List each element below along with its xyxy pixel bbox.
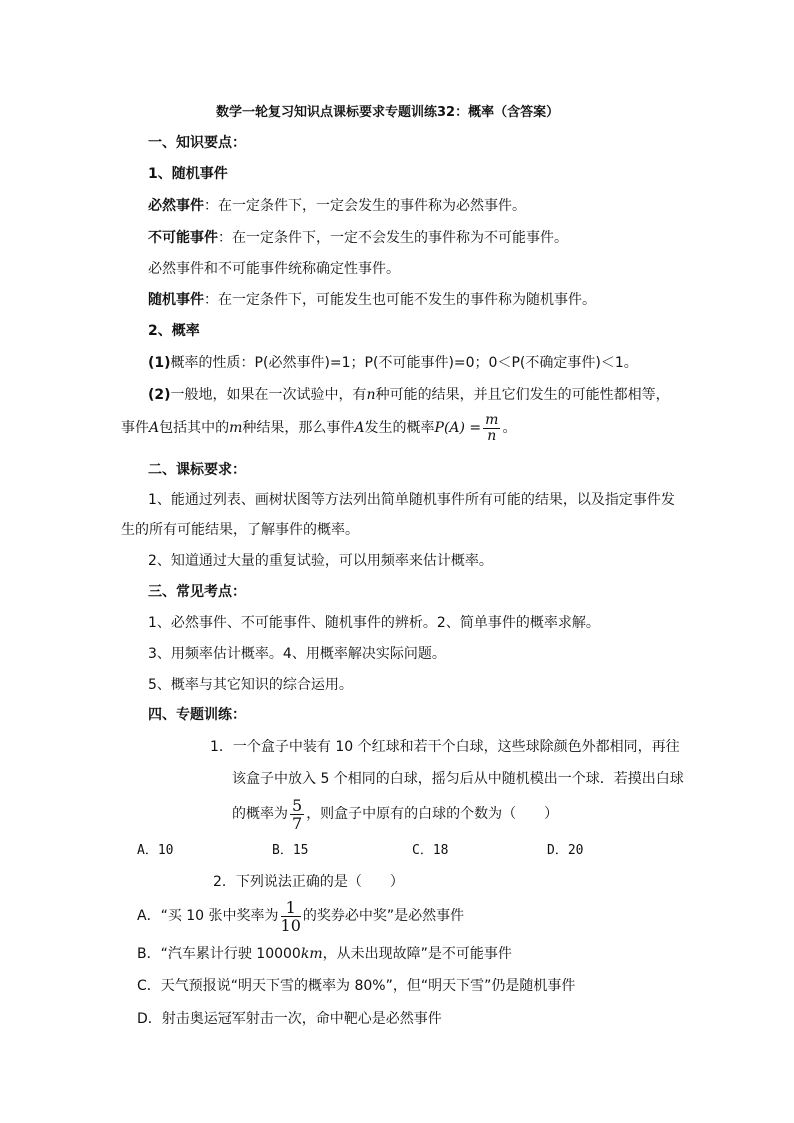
q1-option-c: C．18 [412,843,449,858]
q2-option-d: D．射击奥运冠军射击一次，命中靶心是必然事件 [137,1011,442,1027]
probability-definition-line1 [148,386,670,404]
definition-text: 种可能的结果，并且它们发生的可能性都相等， [375,387,670,403]
question1-line2: 该盒子中放入 5 个相同的白球，摇匀后从中随机模出一个球．若摸出白球 [232,771,684,787]
fraction-5-over-7 [290,797,304,832]
definition-text: 包括其中的 [159,420,230,436]
subheading-probability: 2、概率 [148,323,200,339]
random-event-line [148,291,596,309]
unit-km: km [300,946,323,962]
definition-text: 一般地，如果在一次试验中，有 [170,387,367,403]
requirement-2: 2、知道通过大量的重复试验，可以用频率来估计概率。 [148,553,493,569]
exam-point-line2: 3、用频率估计概率。4、用概率解决实际问题。 [148,646,446,662]
subheading-random-events: 1、随机事件 [148,166,228,182]
variable-A: A [149,420,160,436]
question-text: 的概率为 [232,806,288,822]
section2-heading: 二、课标要求： [148,462,246,478]
impossible-event-line [148,229,568,247]
fraction-numerator: 1 [281,899,301,917]
certain-event-line [148,197,526,215]
variable-n: n [366,387,376,403]
section3-heading: 三、常见考点： [148,584,246,600]
determinate-event-line: 必然事件和不可能事件统称确定性事件。 [148,261,400,277]
option-text: B．“汽车累计行驶 10000 [137,946,301,962]
probability-properties-line [148,354,638,372]
variable-A: A [354,420,365,436]
certain-event-label: 必然事件 [148,198,204,214]
definition-text: 。 [502,420,517,436]
random-event-label: 随机事件 [148,292,204,308]
certain-event-text: ：在一定条件下，一定会发生的事件称为必然事件。 [204,198,526,214]
variable-m: m [229,420,243,436]
exam-point-line3: 5、概率与其它知识的综合运用。 [148,677,353,693]
question1-line1: 1．一个盒子中装有 10 个红球和若干个白球，这些球除颜色外都相同，再往 [210,739,680,755]
fraction-1-over-10 [281,899,301,934]
fraction-numerator: 5 [292,795,303,815]
definition-text: 事件 [121,420,149,436]
fraction-denominator: 7 [292,813,303,833]
option-text: 的奖券必中奖”是必然事件 [302,908,465,924]
q1-option-b: B．15 [272,843,309,858]
definition-text: 种结果，那么事件 [242,420,355,436]
impossible-event-label: 不可能事件 [148,230,218,246]
option-text: ，从未出现故障”是不可能事件 [322,946,512,962]
page-title: 数学一轮复习知识点课标要求专题训练32：概率（含答案） [216,105,560,120]
q2-option-b [137,945,512,963]
option-text: A．“买 10 张中奖率为 [137,908,279,924]
question2-stem: 2．下列说法正确的是（ ） [213,874,404,890]
random-event-text: ：在一定条件下，可能发生也可能不发生的事件称为随机事件。 [204,292,596,308]
item-number: (1) [148,355,171,371]
section4-heading: 四、专题训练： [148,707,246,723]
fraction-denominator: n [487,427,497,444]
q2-option-a [137,898,464,934]
probability-properties-text: 概率的性质：P(必然事件)=1；P(不可能事件)=0；0＜P(不确定事件)＜1。 [170,355,638,371]
exam-point-line1: 1、必然事件、不可能事件、随机事件的辨析。2、简单事件的概率求解。 [148,615,600,631]
q2-option-c: C．天气预报说“明天下雪的概率为 80%”，但“明天下雪”仍是随机事件 [137,978,576,994]
question-text: ，则盒子中原有的白球的个数为（ ） [306,806,559,822]
section1-heading: 一、知识要点： [148,135,246,151]
requirement-1-line2: 生的所有可能结果，了解事件的概率。 [121,522,359,538]
fraction-numerator: m [485,411,499,428]
requirement-1-line1: 1、能通过列表、画树状图等方法列出简单随机事件所有可能的结果，以及指定事件发 [148,492,675,508]
question1-line3 [232,796,558,832]
probability-definition-line2 [121,412,516,444]
q1-option-a: A．10 [137,843,174,858]
definition-text: 发生的概率 [364,420,435,436]
item-number: (2) [148,387,171,403]
fraction-denominator: 10 [280,915,301,935]
fraction-m-over-n [483,413,500,444]
formula-P-of-A: P(A) = [434,420,482,436]
q1-option-d: D．20 [547,843,584,858]
impossible-event-text: ：在一定条件下，一定不会发生的事件称为不可能事件。 [218,230,568,246]
